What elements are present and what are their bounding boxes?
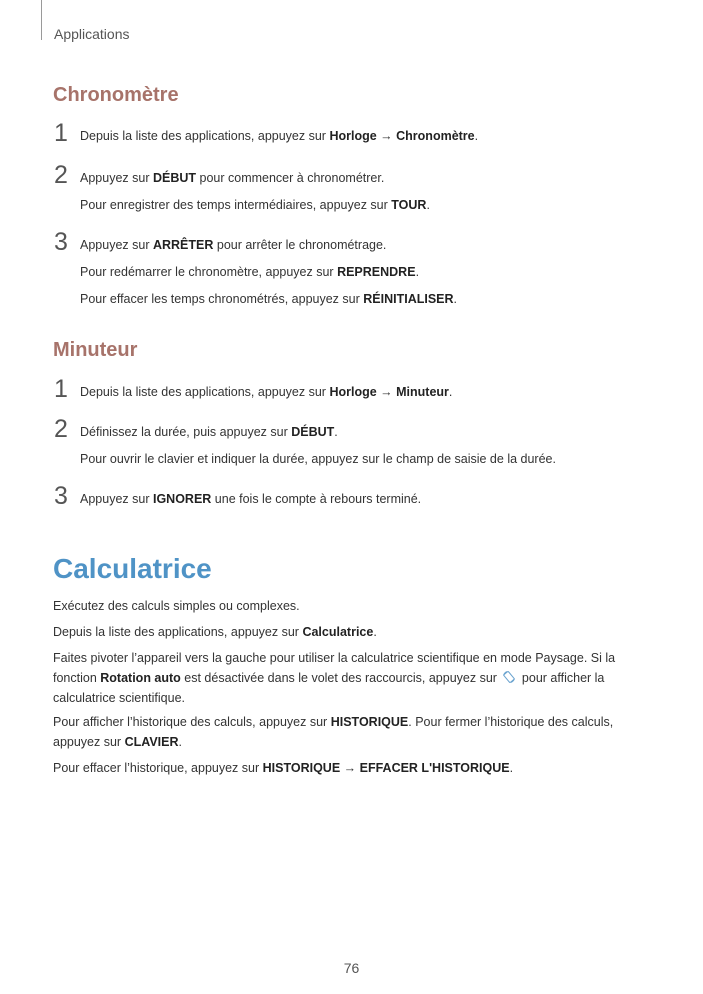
minuteur-step-2 (54, 415, 674, 467)
step-text: Appuyez sur DÉBUT pour commencer à chronométrer. (80, 171, 385, 185)
step-text: Appuyez sur ARRÊTER pour arrêter le chronométrage. (80, 238, 387, 252)
step-number: 1 (54, 119, 68, 147)
chrono-step-2 (54, 161, 674, 213)
chrono-step-3 (54, 228, 674, 307)
minuteur-step-1 (54, 375, 674, 403)
step-number: 1 (54, 375, 68, 403)
step-number: 3 (54, 482, 68, 510)
calc-paragraph-3: Faites pivoter l’appareil vers la gauche pour utiliser la calculatrice scientifique en mode Paysage. Si la fonction Rotation auto est désactivée dans le volet des raccourcis, appuyez sur pour afficher la calculatrice scientifique. (53, 651, 616, 705)
minuteur-step-3 (54, 482, 674, 510)
screen-rotation-icon (502, 670, 516, 684)
header-rule (41, 0, 42, 40)
running-header: Applications (54, 26, 130, 42)
calc-paragraph-4: Pour afficher l’historique des calculs, appuyez sur HISTORIQUE. Pour fermer l’historique des calculs, appuyez sur CLAVIER. (53, 715, 614, 749)
calc-paragraph-5: Pour effacer l’historique, appuyez sur HISTORIQUE → EFFACER L'HISTORIQUE. (53, 761, 514, 775)
calc-paragraph-2: Depuis la liste des applications, appuyez sur Calculatrice. (53, 625, 377, 639)
step-number: 2 (54, 415, 68, 443)
page-number: 76 (343, 960, 360, 976)
step-text: Pour ouvrir le clavier et indiquer la durée, appuyez sur le champ de saisie de la durée. (80, 452, 556, 466)
calc-paragraph-1: Exécutez des calculs simples ou complexes. (53, 599, 300, 613)
step-text: Pour effacer les temps chronométrés, appuyez sur RÉINITIALISER. (80, 292, 458, 306)
step-number: 3 (54, 228, 68, 256)
step-text: Pour redémarrer le chronomètre, appuyez sur REPRENDRE. (80, 265, 420, 279)
step-text: Depuis la liste des applications, appuyez sur Horloge → Chronomètre. (80, 129, 479, 143)
minuteur-heading: Minuteur (53, 339, 138, 361)
step-text: Définissez la durée, puis appuyez sur DÉBUT. (80, 425, 338, 439)
step-number: 2 (54, 161, 68, 189)
calculatrice-heading: Calculatrice (53, 553, 212, 584)
chrono-step-1 (54, 119, 674, 147)
chronometre-heading: Chronomètre (53, 84, 179, 106)
step-text: Depuis la liste des applications, appuyez sur Horloge → Minuteur. (80, 385, 453, 399)
step-text: Pour enregistrer des temps intermédiaires, appuyez sur TOUR. (80, 198, 430, 212)
step-text: Appuyez sur IGNORER une fois le compte à rebours terminé. (80, 492, 422, 506)
